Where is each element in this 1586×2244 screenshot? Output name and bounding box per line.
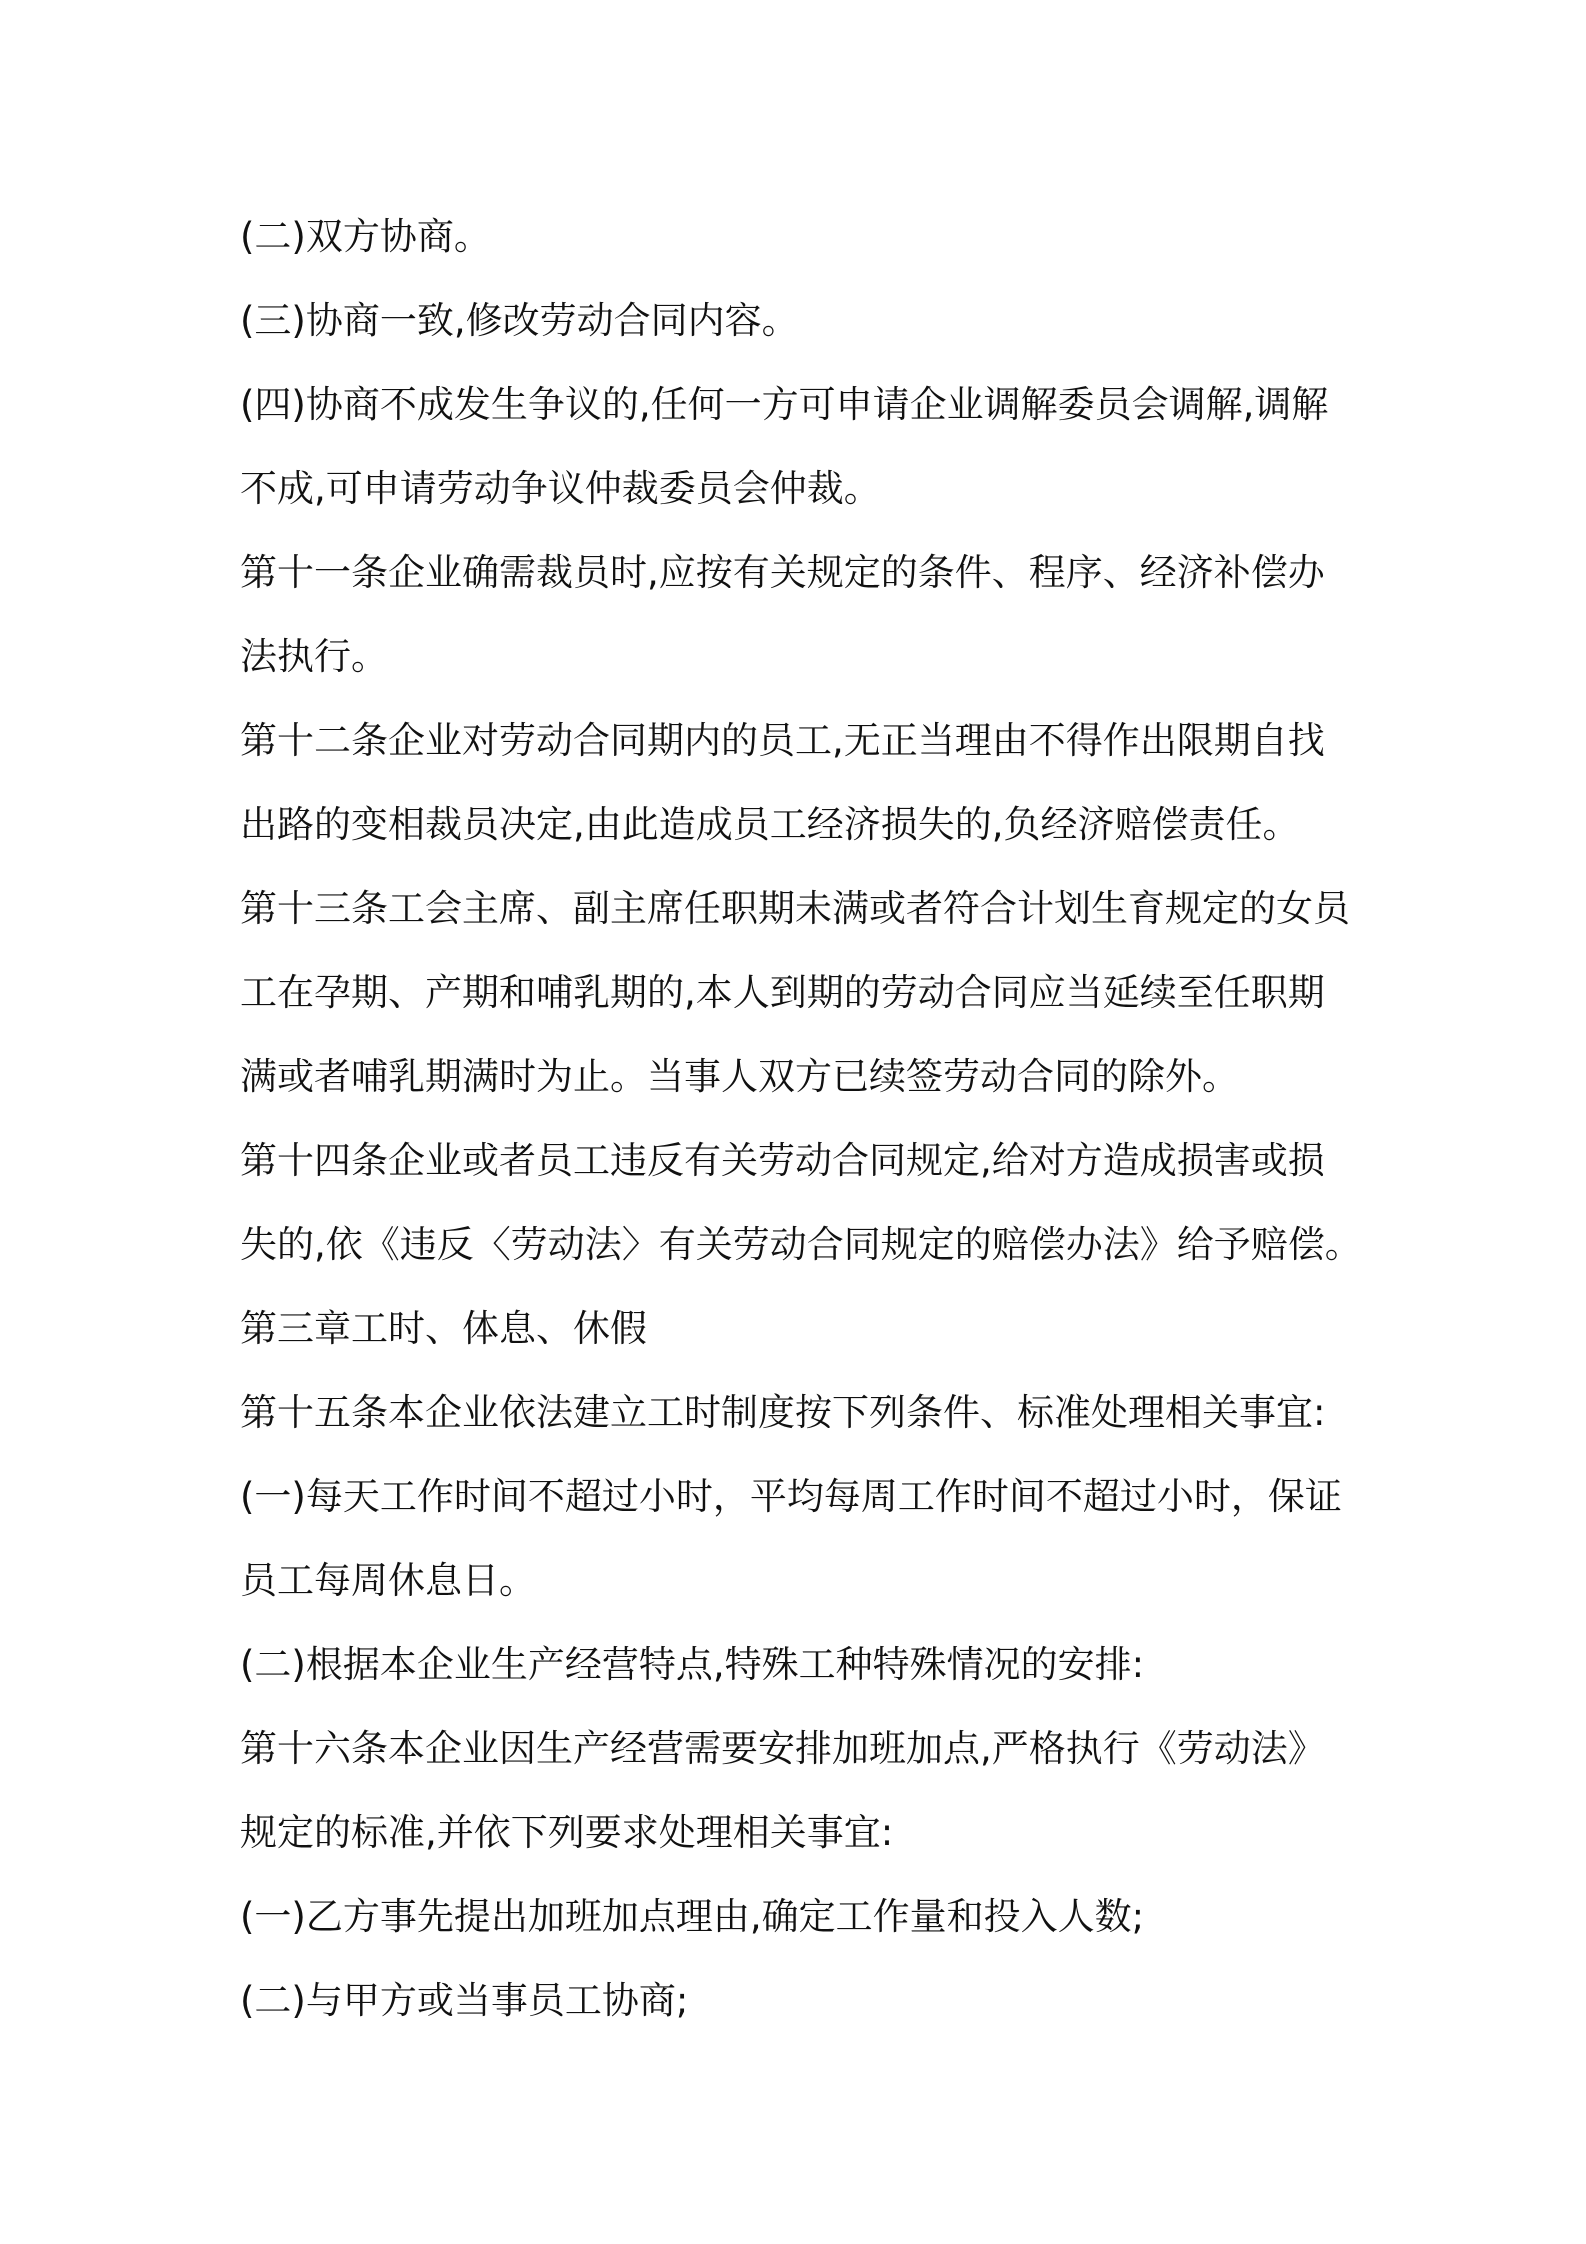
text-line: 第十四条企业或者员工违反有关劳动合同规定,给对方造成损害或损 — [240, 1139, 1325, 1182]
text-line: (一)每天工作时间不超过小时，平均每周工作时间不超过小时，保证 — [240, 1475, 1342, 1518]
text-line: 工在孕期、产期和哺乳期的,本人到期的劳动合同应当延续至任职期 — [240, 971, 1325, 1014]
text-line: (三)协商一致,修改劳动合同内容。 — [240, 299, 799, 342]
text-line: 规定的标准,并依下列要求处理相关事宜: — [240, 1811, 894, 1854]
text-line: (一)乙方事先提出加班加点理由,确定工作量和投入人数; — [240, 1895, 1145, 1938]
text-line: (二)双方协商。 — [240, 215, 491, 258]
text-line: 满或者哺乳期满时为止。当事人双方已续签劳动合同的除外。 — [240, 1055, 1239, 1098]
text-line: 员工每周休息日。 — [240, 1559, 536, 1602]
document-body — [240, 195, 1370, 2043]
text-line: 第十三条工会主席、副主席任职期未满或者符合计划生育规定的女员 — [240, 887, 1350, 930]
text-line: 失的,依《违反〈劳动法〉有关劳动合同规定的赔偿办法》给予赔偿。 — [240, 1223, 1362, 1266]
text-line: 不成,可申请劳动争议仲裁委员会仲裁。 — [240, 467, 881, 510]
text-line: (二)根据本企业生产经营特点,特殊工种特殊情况的安排: — [240, 1643, 1145, 1686]
text-line: 法执行。 — [240, 635, 388, 678]
text-line: (二)与甲方或当事员工协商; — [240, 1979, 689, 2022]
text-line: 第十六条本企业因生产经营需要安排加班加点,严格执行《劳动法》 — [240, 1727, 1325, 1770]
text-line: 第十五条本企业依法建立工时制度按下列条件、标准处理相关事宜: — [240, 1391, 1326, 1434]
text-line: 出路的变相裁员决定,由此造成员工经济损失的,负经济赔偿责任。 — [240, 803, 1300, 846]
chapter-heading: 第三章工时、体息、休假 — [240, 1307, 647, 1350]
text-line: 第十一条企业确需裁员时,应按有关规定的条件、程序、经济补偿办 — [240, 551, 1325, 594]
text-line: (四)协商不成发生争议的,任何一方可申请企业调解委员会调解,调解 — [240, 383, 1329, 426]
text-line: 第十二条企业对劳动合同期内的员工,无正当理由不得作出限期自找 — [240, 719, 1325, 762]
